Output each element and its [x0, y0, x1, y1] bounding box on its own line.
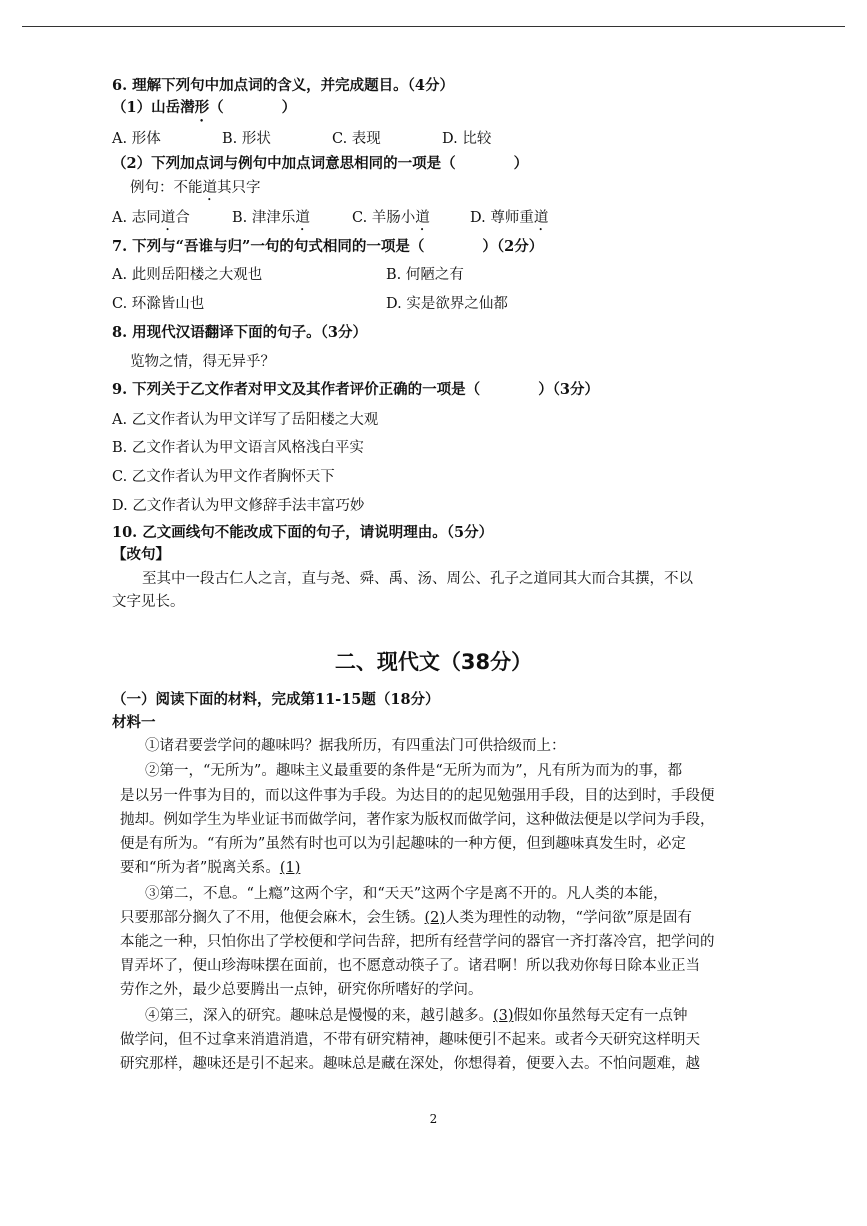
q9-title: 9. 下列关于乙文作者对甲文及其作者评价正确的一项是（ ）（3分）	[112, 381, 600, 398]
paragraph-line: 胃弄坏了，便山珍海味摆在面前，也不愿意动筷子了。诸君啊！所以我劝你每日除本业正当	[120, 958, 700, 974]
q7-title: 7. 下列与“吾谁与归”一句的句式相同的一项是（ ）（2分）	[112, 238, 544, 255]
part1-heading: （一）阅读下面的材料，完成第11-15题（18分）	[112, 691, 440, 708]
q6-option-c: C. 表现	[332, 131, 381, 147]
q6-sub2-option-c: C. 羊肠小道	[352, 210, 430, 226]
paragraph-line: 劳作之外，最少总要腾出一点钟，研究你所嗜好的学问。	[120, 982, 483, 998]
q6-option-b: B. 形状	[222, 131, 271, 147]
paragraph-line: 研究那样，趣味还是引不起来。趣味总是藏在深处，你想得着，便要入去。不怕问题难，越	[120, 1056, 700, 1072]
paragraph-line: 便是有所为。“有所为”虽然有时也可以为引起趣味的一种方便，但到趣味真发生时，必定	[120, 836, 686, 852]
section-title: 二、现代文（38分）	[334, 650, 533, 674]
q8-sentence: 览物之情，得无异乎？	[130, 354, 275, 370]
material-label: 材料一	[112, 714, 156, 731]
paragraph-line: ②第一，“无所为”。趣味主义最重要的条件是“无所为而为”，凡有所为而为的事，都	[145, 763, 683, 779]
q7-option-c: C. 环滁皆山也	[112, 296, 205, 312]
paragraph-line: 要和“所为者”脱离关系。(1)	[120, 860, 301, 876]
paragraph-line: ①诸君要尝学问的趣味吗？据我所历，有四重法门可供拾级而上：	[145, 738, 566, 754]
mark-1: (1)	[279, 860, 301, 876]
q9-option-a: A. 乙文作者认为甲文详写了岳阳楼之大观	[112, 412, 379, 428]
q6-sub2: （2）下列加点词与例句中加点词意思相同的一项是（ ）	[112, 155, 529, 172]
paragraph-line: 本能之一种，只怕你出了学校便和学问告辞，把所有经营学问的器官一齐打落冷宫，把学问的	[120, 934, 715, 950]
q8-title: 8. 用现代汉语翻译下面的句子。（3分）	[112, 324, 368, 341]
q7-option-d: D. 实是欲界之仙都	[386, 296, 508, 312]
q9-option-b: B. 乙文作者认为甲文语言风格浅白平实	[112, 440, 364, 456]
top-rule	[22, 26, 845, 27]
mark-2: (2)	[424, 910, 446, 926]
paragraph-line: ③第二，不息。“上瘾”这两个字，和“天天”这两个字是离不开的。凡人类的本能，	[145, 886, 668, 902]
mark-3: (3)	[493, 1008, 514, 1024]
paragraph-line: 抛却。例如学生为毕业证书而做学问，著作家为版权而做学问，这种做法便是以学问为手段，	[120, 812, 715, 828]
q7-option-a: A. 此则岳阳楼之大观也	[112, 267, 263, 283]
q6-sub2-option-a: A. 志同道合	[112, 210, 190, 226]
q10-revised-line-2: 文字见长。	[112, 594, 185, 610]
page-number: 2	[429, 1112, 438, 1126]
q6-sub2-option-d: D. 尊师重道	[470, 210, 549, 226]
q7-option-b: B. 何陋之有	[386, 267, 464, 283]
q9-option-c: C. 乙文作者认为甲文作者胸怀天下	[112, 469, 335, 485]
paragraph-line: 做学问，但不过拿来消遣消遣，不带有研究精神，趣味便引不起来。或者今天研究这样明天	[120, 1032, 700, 1048]
q6-option-d: D. 比较	[442, 131, 492, 147]
paragraph-line: 是以另一件事为目的，而以这件事为手段。为达目的的起见勉强用手段，目的达到时，手段便	[120, 788, 715, 804]
q6-sub2-option-b: B. 津津乐道	[232, 210, 310, 226]
q6-sub1: （1）山岳潜形（ ）	[112, 99, 297, 116]
q6-title: 6. 理解下列句中加点词的含义，并完成题目。（4分）	[112, 77, 455, 94]
q9-option-d: D. 乙文作者认为甲文修辞手法丰富巧妙	[112, 498, 365, 514]
paragraph-line: 只要那部分搁久了不用，他便会麻木，会生锈。(2)人类为理性的动物，“学问欲”原是固有	[120, 910, 692, 926]
q10-revised-line-1: 至其中一段古仁人之言，直与尧、舜、禹、汤、周公、孔子之道同其大而合其撰，不以	[142, 571, 693, 587]
q6-example: 例句：不能道其只字	[130, 180, 261, 196]
paragraph-line: ④第三，深入的研究。趣味总是慢慢的来，越引越多。(3)假如你虽然每天定有一点钟	[145, 1008, 688, 1024]
q10-title: 10. 乙文画线句不能改成下面的句子，请说明理由。（5分）	[112, 524, 494, 541]
q10-label: 【改句】	[112, 546, 170, 563]
q6-option-a: A. 形体	[112, 131, 161, 147]
